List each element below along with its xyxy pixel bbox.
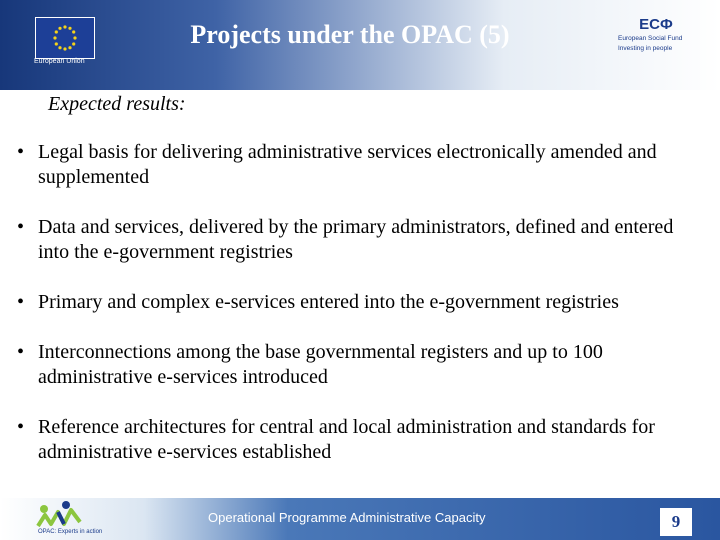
list-item — [17, 340, 697, 390]
results-list — [17, 140, 697, 490]
bullet-icon: • — [17, 291, 25, 313]
eu-label: European Union — [34, 58, 85, 65]
bullet-icon: • — [17, 216, 25, 238]
bullet-icon: • — [17, 141, 25, 163]
section-subtitle: Expected results: — [48, 93, 186, 115]
page-number: 9 — [671, 512, 681, 531]
footer-bar — [0, 498, 720, 540]
list-item — [17, 415, 697, 465]
page-title: Projects under the OPAC (5) — [190, 20, 510, 49]
list-item-text: Interconnections among the base governmental registers and up to 100 administrative e-services introduced — [38, 341, 603, 388]
opac-logo-icon — [36, 500, 86, 530]
programme-title: Operational Programme Administrative Capacity — [208, 510, 486, 525]
footer-tagline: OPAC: Experts in action — [38, 529, 103, 535]
list-item — [17, 140, 697, 190]
header-banner — [0, 0, 720, 90]
list-item-text: Primary and complex e-services entered into the e-government registries — [38, 291, 619, 313]
list-item-text: Reference architectures for central and local administration and standards for administrative e-services established — [38, 416, 655, 463]
esf-mark: ЕСФ — [639, 16, 673, 33]
list-item-text: Data and services, delivered by the primary administrators, defined and entered into the e-government registries — [38, 216, 674, 263]
list-item-text: Legal basis for delivering administrative services electronically amended and supplemented — [38, 141, 657, 188]
esf-line-1: European Social Fund — [618, 35, 683, 42]
esf-line-2: Investing in people — [618, 45, 673, 52]
bullet-icon: • — [17, 341, 25, 363]
page-number-box — [660, 508, 692, 536]
esf-logo — [618, 16, 688, 66]
bullet-icon: • — [17, 416, 25, 438]
list-item — [17, 215, 697, 265]
list-item — [17, 290, 697, 315]
